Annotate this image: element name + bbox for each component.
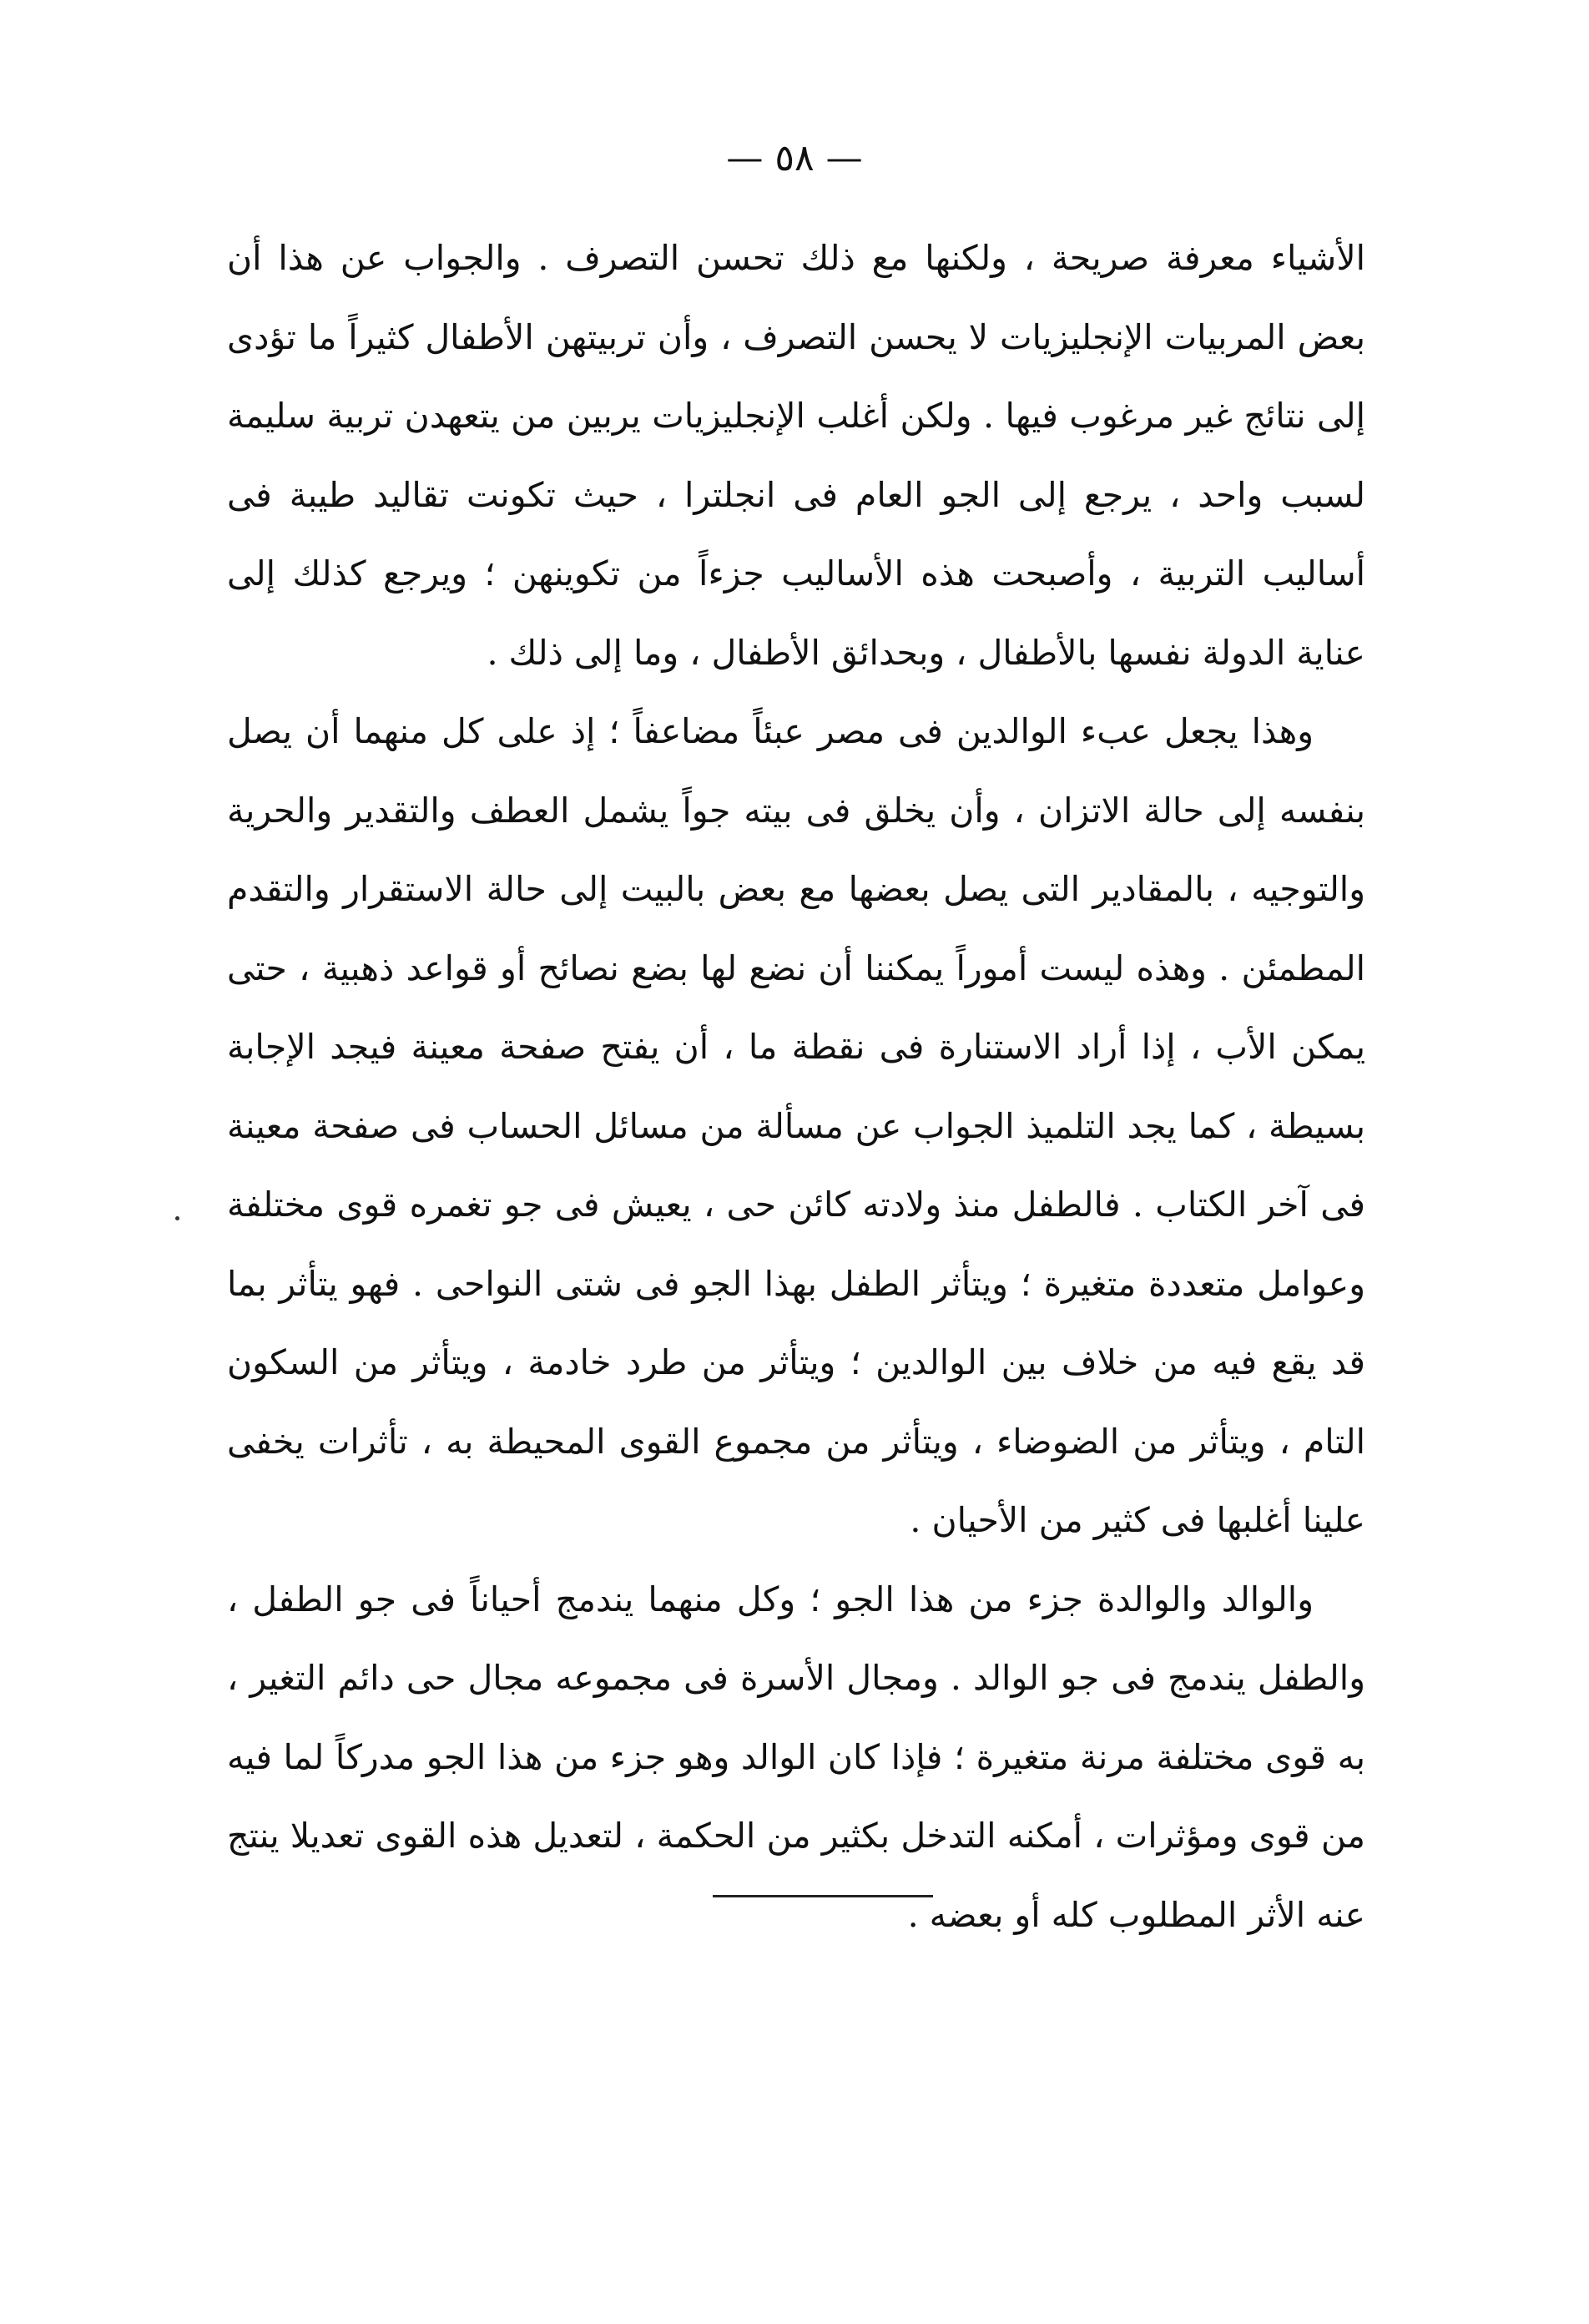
- paragraph-3: والوالد والوالدة جزء من هذا الجو ؛ وكل منهما يندمج أحياناً فى جو الطفل ، والطفل يندمج فى جو الوالد . ومجال الأسرة فى مجموعه مجال حى دائم التغير ، به قوى مختلفة مرنة متغيرة ؛ فإذا كان الوالد وهو جزء من هذا الجو مدركاً لما فيه من قوى ومؤثرات ، أمكنه التدخل بكثير من الحكمة ، لتعديل هذه القوى تعديلا ينتج عنه الأثر المطلوب كله أو بعضه .: [227, 1579, 1365, 1935]
- paragraph-2: وهذا يجعل عبء الوالدين فى مصر عبئاً مضاعفاً ؛ إذ على كل منهما أن يصل بنفسه إلى حالة الاتزان ، وأن يخلق فى بيته جواً يشمل العطف والتقدير والحرية والتوجيه ، بالمقادير التى يصل بعضها مع بعض بالبيت إلى حالة الاستقرار والتقدم المطمئن . وهذه ليست أموراً يمكننا أن نضع لها بضع نصائح أو قواعد ذهبية ، حتى يمكن الأب ، إذا أراد الاستنارة فى نقطة ما ، أن يفتح صفحة معينة فيجد الإجابة بسيطة ، كما يجد التلميذ الجواب عن مسألة من مسائل الحساب فى صفحة معينة فى آخر الكتاب . فالطفل منذ ولادته كائن حى ، يعيش فى جو تغمره قوى مختلفة وعوامل متعددة متغيرة ؛ ويتأثر الطفل بهذا الجو فى شتى النواحى . فهو يتأثر بما قد يقع فيه من خلاف بين الوالدين ؛ ويتأثر من طرد خادمة ، ويتأثر من السكون التام ، ويتأثر من الضوضاء ، ويتأثر من مجموع القوى المحيطة به ، تأثرات يخفى علينا أغلبها فى كثير من الأحيان .: [227, 711, 1366, 1540]
- end-of-page-rule: [713, 1895, 933, 1897]
- ink-speck: [175, 1216, 179, 1220]
- body-text: [227, 219, 1365, 1954]
- page-number: — ٥٨ —: [726, 137, 863, 179]
- paragraph-1: الأشياء معرفة صريحة ، ولكنها مع ذلك تحسن التصرف . والجواب عن هذا أن بعض المربيات الإنجليزيات لا يحسن التصرف ، وأن تربيتهن الأطفال كثيراً ما تؤدى إلى نتائج غير مرغوب فيها . ولكن أغلب الإنجليزيات يربين من يتعهدن تربية سليمة لسبب واحد ، يرجع إلى الجو العام فى انجلترا ، حيث تكونت تقاليد طيبة فى أساليب التربية ، وأصبحت هذه الأساليب جزءاً من تكوينهن ؛ ويرجع كذلك إلى عناية الدولة نفسها بالأطفال ، وبحدائق الأطفال ، وما إلى ذلك .: [227, 238, 1365, 673]
